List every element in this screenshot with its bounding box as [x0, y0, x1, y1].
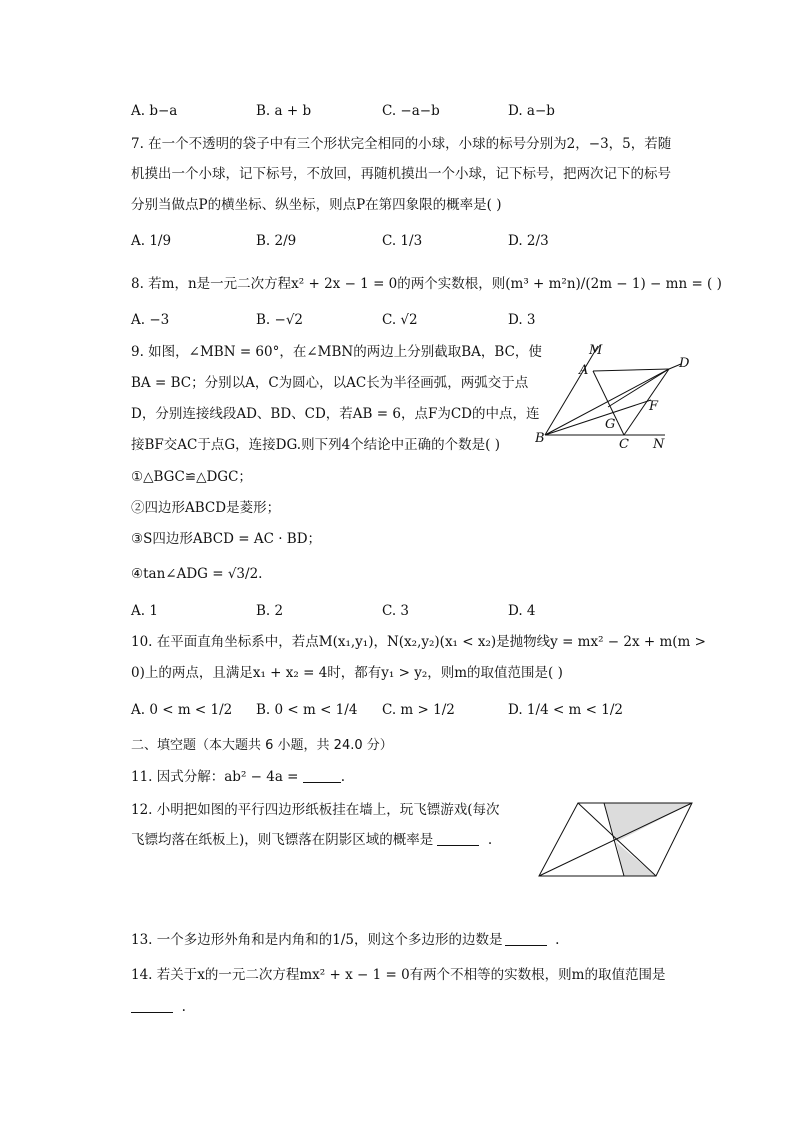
- q9-label-m: M: [589, 343, 603, 358]
- q12-figure: [534, 798, 698, 880]
- q11-blank[interactable]: [303, 768, 341, 783]
- q9-label-b: B: [535, 431, 545, 446]
- q10-line-2: 0)上的两点，且满足x₁ + x₂ = 4时，都有y₁ > y₂，则m的取值范围是( ): [131, 665, 563, 681]
- q7-option-d: D. 2/3: [508, 233, 549, 249]
- q10-option-d: D. 1/4 < m < 1/2: [508, 702, 623, 718]
- q9-label-d: D: [679, 356, 690, 371]
- q9-label-c: C: [619, 437, 629, 450]
- q8-line: 8. 若m，n是一元二次方程x² + 2x − 1 = 0的两个实数根，则(m³ + m²n)/(2m − 1) − mn = ( ): [131, 276, 722, 292]
- q9-option-c: C. 3: [382, 603, 410, 619]
- q14-line-1: 14. 若关于x的一元二次方程mx² + x − 1 = 0有两个不相等的实数根，则m的取值范围是: [131, 967, 666, 983]
- q9-line-4: 接BF交AC于点G，连接DG.则下列4个结论中正确的个数是( ): [131, 437, 500, 453]
- q9-line-1: 9. 如图，∠MBN = 60°，在∠MBN的两边上分别截取BA，BC，使: [131, 344, 542, 360]
- q9-label-f: F: [649, 399, 659, 414]
- q9-label-n: N: [653, 437, 665, 450]
- q8-option-d: D. 3: [508, 312, 536, 328]
- q9-conclusion-4: ④tan∠ADG = √3/2.: [131, 566, 263, 582]
- q6-option-d: D. a−b: [508, 103, 555, 119]
- q9-line-3: D，分别连接线段AD、BD、CD，若AB = 6，点F为CD的中点，连: [131, 406, 540, 422]
- section-2-heading: 二、填空题（本大题共 6 小题，共 24.0 分）: [131, 738, 393, 753]
- q12-line-2: 飞镖均落在纸板上)，则飞镖落在阴影区域的概率是 .: [131, 832, 493, 848]
- q7-option-b: B. 2/9: [256, 233, 297, 249]
- q13-blank[interactable]: [505, 931, 547, 946]
- q10-line-1: 10. 在平面直角坐标系中，若点M(x₁,y₁)，N(x₂,y₂)(x₁ < x₂)是抛物线y = mx² − 2x + m(m >: [131, 634, 706, 650]
- q14-blank[interactable]: [131, 998, 173, 1013]
- q9-line-2: BA = BC；分别以A，C为圆心，以AC长为半径画弧，两弧交于点: [131, 375, 529, 391]
- q9-figure: [535, 338, 695, 450]
- q10-option-a: A. 0 < m < 1/2: [131, 702, 233, 718]
- q8-option-c: C. √2: [382, 312, 418, 328]
- q12-blank[interactable]: [437, 831, 479, 846]
- q7-line-2: 机摸出一个小球，记下标号，不放回，再随机摸出一个小球，记下标号，把两次记下的标号: [131, 166, 671, 182]
- q12-line-1: 12. 小明把如图的平行四边形纸板挂在墙上，玩飞镖游戏(每次: [131, 802, 500, 818]
- q8-option-a: A. −3: [131, 312, 170, 328]
- q14-line-2: .: [131, 997, 186, 1017]
- q9-label-a: A: [579, 363, 589, 378]
- q13-line: 13. 一个多边形外角和是内角和的1/5，则这个多边形的边数是 .: [131, 932, 560, 948]
- q9-option-b: B. 2: [256, 603, 284, 619]
- q9-conclusion-1: ①△BGC≌△DGC；: [131, 469, 252, 485]
- q7-option-a: A. 1/9: [131, 233, 172, 249]
- q6-option-a: A. b−a: [131, 103, 178, 119]
- q9-conclusion-3: ③S四边形ABCD = AC · BD；: [131, 531, 322, 547]
- q7-line-1: 7. 在一个不透明的袋子中有三个形状完全相同的小球，小球的标号分别为2，−3，5，若随: [131, 136, 672, 152]
- q7-line-3: 分别当做点P的横坐标、纵坐标，则点P在第四象限的概率是( ): [131, 197, 502, 213]
- q9-option-a: A. 1: [131, 603, 158, 619]
- q6-option-b: B. a + b: [256, 103, 312, 119]
- q10-option-b: B. 0 < m < 1/4: [256, 702, 358, 718]
- q7-option-c: C. 1/3: [382, 233, 423, 249]
- q10-option-c: C. m > 1/2: [382, 702, 455, 718]
- q9-option-d: D. 4: [508, 603, 536, 619]
- q8-option-b: B. −√2: [256, 312, 304, 328]
- q9-label-g: G: [605, 417, 616, 432]
- q6-option-c: C. −a−b: [382, 103, 440, 119]
- q11-line: 11. 因式分解：ab² − 4a = .: [131, 769, 346, 785]
- q9-conclusion-2: ②四边形ABCD是菱形；: [131, 500, 281, 516]
